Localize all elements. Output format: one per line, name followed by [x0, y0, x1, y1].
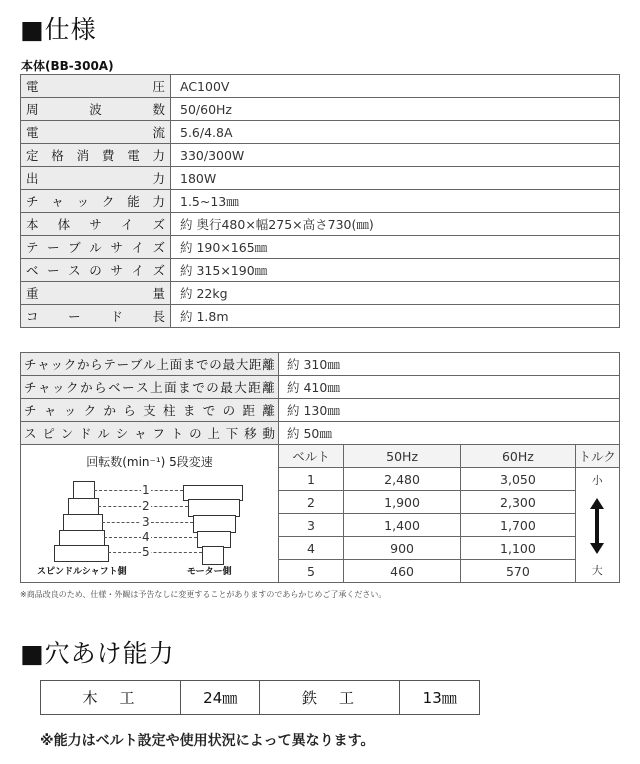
spec-label-text: ベ ー ス の サ イ ズ	[26, 263, 165, 278]
spec-label	[21, 305, 171, 328]
distance-value: 約 410㎜	[279, 376, 620, 399]
torque-large-label: 大	[591, 564, 603, 577]
spec-section-title: ■仕様	[20, 15, 97, 44]
step-number: 4	[142, 530, 150, 544]
spec-label	[21, 121, 171, 144]
distance-row	[21, 422, 620, 445]
spec-label	[21, 213, 171, 236]
hz60-cell: 3,050	[461, 468, 575, 491]
spec-row	[21, 144, 620, 167]
hz50-cell: 900	[343, 537, 460, 560]
spec-row	[21, 121, 620, 144]
capacity-section-title: ■穴あけ能力	[20, 639, 175, 668]
spec-label-text: コ ー ド 長	[26, 309, 165, 324]
double-arrow-icon	[590, 498, 604, 554]
spec-value: 330/300W	[171, 144, 620, 167]
spec-label-text: テ ー ブ ル サ イ ズ	[26, 240, 165, 255]
spec-label	[21, 236, 171, 259]
distance-row	[21, 399, 620, 422]
model-subtitle: 本体(BB-300A)	[21, 59, 114, 73]
spec-value: 50/60Hz	[171, 98, 620, 121]
distance-label-text: チ ャ ッ ク か ら ベ ー ス 上 面 ま で の 最 大 距 離	[24, 380, 275, 395]
spec-row	[21, 236, 620, 259]
distance-label	[21, 353, 279, 376]
hz50-cell: 1,400	[343, 514, 460, 537]
wood-label: 木工	[41, 681, 181, 715]
disclaimer-note: ※商品改良のため、仕様・外観は予告なしに変更することがありますのであらかじめご了承ください。	[20, 590, 387, 599]
hz60-cell: 1,100	[461, 537, 575, 560]
spec-row	[21, 282, 620, 305]
distance-value: 約 130㎜	[279, 399, 620, 422]
belt-header: ベルト	[279, 445, 344, 468]
spec-label-text: 定 格 消 費 電 力	[26, 148, 165, 163]
spec-value: 約 1.8m	[171, 305, 620, 328]
spec-row	[21, 75, 620, 98]
spec-label	[21, 75, 171, 98]
hz50-cell: 2,480	[343, 468, 460, 491]
capacity-note: ※能力はベルト設定や使用状況によって異なります。	[40, 733, 375, 749]
spec-label-text: 周 波 数	[26, 102, 165, 117]
pulley-diagram-title: 回転数(min⁻¹) 5段変速	[86, 455, 213, 469]
wood-value: 24㎜	[180, 681, 260, 715]
distance-row	[21, 376, 620, 399]
belt-cell: 2	[279, 491, 344, 514]
torque-small-label: 小	[591, 474, 603, 487]
spec-row	[21, 305, 620, 328]
distance-label	[21, 399, 279, 422]
capacity-table	[40, 680, 480, 715]
step-number: 5	[142, 545, 150, 559]
spec-value: 5.6/4.8A	[171, 121, 620, 144]
distance-value: 約 50㎜	[279, 422, 620, 445]
distance-value: 約 310㎜	[279, 353, 620, 376]
spec-label-text: チ ャ ッ ク 能 力	[26, 194, 165, 209]
hz60-header: 60Hz	[461, 445, 575, 468]
step-number: 1	[142, 483, 150, 497]
spindle-side-caption: スピンドルシャフト側	[37, 567, 127, 577]
belt-cell: 3	[279, 514, 344, 537]
belt-cell: 5	[279, 560, 344, 583]
spec-label-text: 電 圧	[26, 79, 165, 94]
belt-cell: 1	[279, 468, 344, 491]
distance-label-text: チ ャ ッ ク か ら 支 柱 ま で の 距 離	[24, 403, 275, 418]
spec-label	[21, 259, 171, 282]
spec-value: 1.5~13㎜	[171, 190, 620, 213]
spec-row	[21, 167, 620, 190]
step-number: 2	[142, 499, 150, 513]
spec-row	[21, 259, 620, 282]
hz50-cell: 460	[343, 560, 460, 583]
spec-label-text: 電 流	[26, 125, 165, 140]
iron-label: 鉄工	[260, 681, 400, 715]
distance-label-text: ス ピ ン ド ル シ ャ フ ト の 上 下 移 動	[24, 426, 275, 441]
distance-label	[21, 422, 279, 445]
spec-label-text: 出 力	[26, 171, 165, 186]
pulley-diagram	[21, 445, 278, 581]
spec-label	[21, 98, 171, 121]
hz50-cell: 1,900	[343, 491, 460, 514]
hz60-cell: 1,700	[461, 514, 575, 537]
torque-cell	[575, 468, 619, 583]
spec-value: 180W	[171, 167, 620, 190]
iron-value: 13㎜	[400, 681, 480, 715]
distance-label-text: チ ャ ッ ク か ら テ ー ブ ル 上 面 ま で の 最 大 距 離	[24, 357, 275, 372]
hz60-cell: 2,300	[461, 491, 575, 514]
spec-row	[21, 213, 620, 236]
motor-side-caption: モーター側	[187, 567, 232, 577]
spec-table	[20, 74, 620, 328]
spec-value: AC100V	[171, 75, 620, 98]
belt-line-5	[108, 552, 202, 553]
distance-label	[21, 376, 279, 399]
torque-header: トルク	[575, 445, 619, 468]
spec-row	[21, 98, 620, 121]
spec-label	[21, 167, 171, 190]
spec-label	[21, 282, 171, 305]
speed-table	[20, 444, 620, 583]
hz60-cell: 570	[461, 560, 575, 583]
motor-pulley-5	[202, 546, 224, 565]
spec-label	[21, 144, 171, 167]
spec-value: 約 22kg	[171, 282, 620, 305]
spec-label-text: 本 体 サ イ ズ	[26, 217, 165, 232]
distance-table	[20, 352, 620, 445]
spec-label	[21, 190, 171, 213]
spec-row	[21, 190, 620, 213]
hz50-header: 50Hz	[343, 445, 460, 468]
belt-line-1	[94, 490, 183, 491]
pulley-diagram-cell	[21, 445, 279, 583]
spec-label-text: 重 量	[26, 286, 165, 301]
belt-cell: 4	[279, 537, 344, 560]
distance-row	[21, 353, 620, 376]
spec-value: 約 315×190㎜	[171, 259, 620, 282]
spec-value: 約 奥行480×幅275×高さ730(㎜)	[171, 213, 620, 236]
spindle-pulley-5	[54, 545, 109, 562]
step-number: 3	[142, 515, 150, 529]
spec-value: 約 190×165㎜	[171, 236, 620, 259]
